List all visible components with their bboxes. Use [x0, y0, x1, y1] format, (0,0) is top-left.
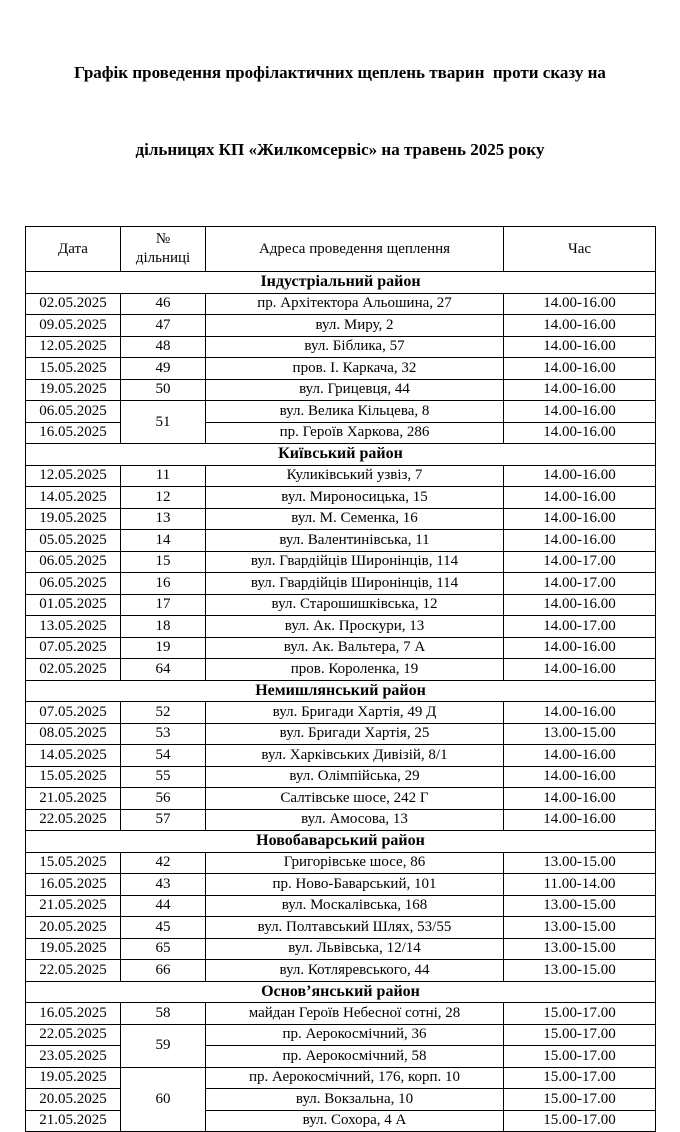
time-cell: 13.00-15.00	[504, 852, 656, 874]
date-cell: 15.05.2025	[26, 358, 121, 380]
address-cell: пр. Аерокосмічний, 58	[206, 1046, 504, 1068]
district-number-cell: 64	[121, 659, 206, 681]
time-cell: 14.00-16.00	[504, 293, 656, 315]
table-row	[26, 1089, 656, 1111]
address-cell: вул. Сохора, 4 А	[206, 1110, 504, 1132]
time-cell: 14.00-16.00	[504, 508, 656, 530]
table-row	[26, 766, 656, 788]
address-cell: вул. Миру, 2	[206, 315, 504, 337]
district-number-cell: 51	[121, 401, 206, 444]
section-title: Основ’янський район	[26, 981, 656, 1003]
date-cell: 21.05.2025	[26, 1110, 121, 1132]
section-title: Немишлянський район	[26, 680, 656, 702]
table-row	[26, 401, 656, 423]
section-header-row	[26, 444, 656, 466]
time-cell: 14.00-16.00	[504, 702, 656, 724]
district-number-cell: 48	[121, 336, 206, 358]
document-title-line1: Графік проведення профілактичних щеплень тварин проти сказу на	[74, 63, 606, 82]
date-cell: 12.05.2025	[26, 336, 121, 358]
district-number-cell: 60	[121, 1067, 206, 1132]
date-cell: 14.05.2025	[26, 487, 121, 509]
date-cell: 15.05.2025	[26, 852, 121, 874]
section-header-row	[26, 831, 656, 853]
table-row	[26, 379, 656, 401]
date-cell: 06.05.2025	[26, 573, 121, 595]
date-cell: 22.05.2025	[26, 960, 121, 982]
table-row	[26, 659, 656, 681]
address-cell: вул. Бригади Хартія, 49 Д	[206, 702, 504, 724]
district-number-cell: 53	[121, 723, 206, 745]
column-header-district-number-label: № дільниці	[135, 231, 191, 266]
time-cell: 14.00-16.00	[504, 809, 656, 831]
time-cell: 13.00-15.00	[504, 723, 656, 745]
date-cell: 01.05.2025	[26, 594, 121, 616]
date-cell: 20.05.2025	[26, 917, 121, 939]
address-cell: вул. Старошишківська, 12	[206, 594, 504, 616]
table-row	[26, 616, 656, 638]
date-cell: 19.05.2025	[26, 938, 121, 960]
date-cell: 22.05.2025	[26, 1024, 121, 1046]
table-row	[26, 938, 656, 960]
address-cell: пр. Героїв Харкова, 286	[206, 422, 504, 444]
date-cell: 02.05.2025	[26, 659, 121, 681]
address-cell: вул. Вокзальна, 10	[206, 1089, 504, 1111]
column-header-address: Адреса проведення щеплення	[206, 227, 504, 272]
time-cell: 14.00-17.00	[504, 551, 656, 573]
district-number-cell: 16	[121, 573, 206, 595]
time-cell: 15.00-17.00	[504, 1024, 656, 1046]
column-header-date: Дата	[26, 227, 121, 272]
date-cell: 08.05.2025	[26, 723, 121, 745]
section-title: Київський район	[26, 444, 656, 466]
table-row	[26, 788, 656, 810]
table-row	[26, 723, 656, 745]
time-cell: 15.00-17.00	[504, 1003, 656, 1025]
district-number-cell: 11	[121, 465, 206, 487]
date-cell: 21.05.2025	[26, 788, 121, 810]
address-cell: вул. Грицевця, 44	[206, 379, 504, 401]
time-cell: 14.00-16.00	[504, 766, 656, 788]
address-cell: вул. Валентинівська, 11	[206, 530, 504, 552]
time-cell: 14.00-16.00	[504, 637, 656, 659]
district-number-cell: 59	[121, 1024, 206, 1067]
table-row	[26, 1046, 656, 1068]
district-number-cell: 58	[121, 1003, 206, 1025]
table-row	[26, 530, 656, 552]
district-number-cell: 50	[121, 379, 206, 401]
date-cell: 09.05.2025	[26, 315, 121, 337]
date-cell: 16.05.2025	[26, 1003, 121, 1025]
district-number-cell: 45	[121, 917, 206, 939]
column-header-time: Час	[504, 227, 656, 272]
address-cell: вул. Львівська, 12/14	[206, 938, 504, 960]
time-cell: 14.00-16.00	[504, 336, 656, 358]
time-cell: 14.00-16.00	[504, 422, 656, 444]
section-header-row	[26, 272, 656, 294]
table-row	[26, 960, 656, 982]
district-number-cell: 13	[121, 508, 206, 530]
district-number-cell: 42	[121, 852, 206, 874]
district-number-cell: 17	[121, 594, 206, 616]
date-cell: 12.05.2025	[26, 465, 121, 487]
time-cell: 15.00-17.00	[504, 1089, 656, 1111]
table-row	[26, 637, 656, 659]
table-row	[26, 336, 656, 358]
date-cell: 07.05.2025	[26, 637, 121, 659]
address-cell: вул. Біблика, 57	[206, 336, 504, 358]
time-cell: 13.00-15.00	[504, 917, 656, 939]
table-row	[26, 1067, 656, 1089]
district-number-cell: 54	[121, 745, 206, 767]
date-cell: 05.05.2025	[26, 530, 121, 552]
section-title: Новобаварський район	[26, 831, 656, 853]
date-cell: 07.05.2025	[26, 702, 121, 724]
table-row	[26, 315, 656, 337]
document-title	[30, 9, 650, 213]
table-row	[26, 573, 656, 595]
table-row	[26, 874, 656, 896]
table-row	[26, 293, 656, 315]
address-cell: вул. Велика Кільцева, 8	[206, 401, 504, 423]
address-cell: вул. Бригади Хартія, 25	[206, 723, 504, 745]
address-cell: вул. Полтавський Шлях, 53/55	[206, 917, 504, 939]
date-cell: 02.05.2025	[26, 293, 121, 315]
date-cell: 16.05.2025	[26, 422, 121, 444]
time-cell: 14.00-16.00	[504, 659, 656, 681]
date-cell: 13.05.2025	[26, 616, 121, 638]
time-cell: 14.00-16.00	[504, 379, 656, 401]
schedule-table	[25, 226, 656, 1132]
district-number-cell: 46	[121, 293, 206, 315]
table-header-row	[26, 227, 656, 272]
date-cell: 14.05.2025	[26, 745, 121, 767]
time-cell: 11.00-14.00	[504, 874, 656, 896]
address-cell: вул. М. Семенка, 16	[206, 508, 504, 530]
date-cell: 21.05.2025	[26, 895, 121, 917]
district-number-cell: 66	[121, 960, 206, 982]
section-header-row	[26, 680, 656, 702]
table-row	[26, 745, 656, 767]
date-cell: 16.05.2025	[26, 874, 121, 896]
time-cell: 14.00-16.00	[504, 788, 656, 810]
time-cell: 15.00-17.00	[504, 1110, 656, 1132]
table-row	[26, 422, 656, 444]
district-number-cell: 18	[121, 616, 206, 638]
time-cell: 14.00-16.00	[504, 358, 656, 380]
date-cell: 20.05.2025	[26, 1089, 121, 1111]
table-row	[26, 852, 656, 874]
address-cell: пров. Короленка, 19	[206, 659, 504, 681]
address-cell: пр. Аерокосмічний, 176, корп. 10	[206, 1067, 504, 1089]
district-number-cell: 44	[121, 895, 206, 917]
table-row	[26, 917, 656, 939]
address-cell: пров. І. Каркача, 32	[206, 358, 504, 380]
address-cell: Куликівський узвіз, 7	[206, 465, 504, 487]
district-number-cell: 65	[121, 938, 206, 960]
date-cell: 22.05.2025	[26, 809, 121, 831]
time-cell: 14.00-16.00	[504, 465, 656, 487]
table-row	[26, 1003, 656, 1025]
address-cell: пр. Архітектора Альошина, 27	[206, 293, 504, 315]
date-cell: 19.05.2025	[26, 379, 121, 401]
address-cell: Салтівське шосе, 242 Г	[206, 788, 504, 810]
address-cell: вул. Ак. Проскури, 13	[206, 616, 504, 638]
address-cell: вул. Ак. Вальтера, 7 А	[206, 637, 504, 659]
table-row	[26, 809, 656, 831]
address-cell: вул. Олімпійська, 29	[206, 766, 504, 788]
time-cell: 14.00-16.00	[504, 530, 656, 552]
table-row	[26, 702, 656, 724]
address-cell: вул. Гвардійців Широнінців, 114	[206, 573, 504, 595]
time-cell: 14.00-17.00	[504, 616, 656, 638]
time-cell: 14.00-16.00	[504, 594, 656, 616]
date-cell: 23.05.2025	[26, 1046, 121, 1068]
section-header-row	[26, 981, 656, 1003]
column-header-district-number	[121, 227, 206, 272]
district-number-cell: 52	[121, 702, 206, 724]
district-number-cell: 43	[121, 874, 206, 896]
district-number-cell: 57	[121, 809, 206, 831]
address-cell: майдан Героїв Небесної сотні, 28	[206, 1003, 504, 1025]
district-number-cell: 14	[121, 530, 206, 552]
address-cell: пр. Ново-Баварський, 101	[206, 874, 504, 896]
district-number-cell: 47	[121, 315, 206, 337]
time-cell: 15.00-17.00	[504, 1067, 656, 1089]
time-cell: 13.00-15.00	[504, 895, 656, 917]
table-row	[26, 487, 656, 509]
district-number-cell: 19	[121, 637, 206, 659]
address-cell: вул. Котляревського, 44	[206, 960, 504, 982]
table-row	[26, 594, 656, 616]
district-number-cell: 56	[121, 788, 206, 810]
time-cell: 13.00-15.00	[504, 960, 656, 982]
district-number-cell: 55	[121, 766, 206, 788]
district-number-cell: 49	[121, 358, 206, 380]
table-body	[26, 272, 656, 1132]
date-cell: 15.05.2025	[26, 766, 121, 788]
time-cell: 14.00-16.00	[504, 487, 656, 509]
time-cell: 14.00-16.00	[504, 315, 656, 337]
date-cell: 19.05.2025	[26, 508, 121, 530]
table-row	[26, 465, 656, 487]
table-header	[26, 227, 656, 272]
date-cell: 19.05.2025	[26, 1067, 121, 1089]
address-cell: вул. Гвардійців Широнінців, 114	[206, 551, 504, 573]
time-cell: 15.00-17.00	[504, 1046, 656, 1068]
date-cell: 06.05.2025	[26, 551, 121, 573]
address-cell: Григорівське шосе, 86	[206, 852, 504, 874]
address-cell: вул. Мироносицька, 15	[206, 487, 504, 509]
time-cell: 13.00-15.00	[504, 938, 656, 960]
address-cell: вул. Москалівська, 168	[206, 895, 504, 917]
document-title-line2: дільницях КП «Жилкомсервіс» на травень 2025 року	[135, 139, 545, 159]
time-cell: 14.00-16.00	[504, 745, 656, 767]
date-cell: 06.05.2025	[26, 401, 121, 423]
table-row	[26, 551, 656, 573]
district-number-cell: 15	[121, 551, 206, 573]
district-number-cell: 12	[121, 487, 206, 509]
time-cell: 14.00-16.00	[504, 401, 656, 423]
table-row	[26, 358, 656, 380]
address-cell: пр. Аерокосмічний, 36	[206, 1024, 504, 1046]
table-row	[26, 1110, 656, 1132]
address-cell: вул. Амосова, 13	[206, 809, 504, 831]
table-row	[26, 895, 656, 917]
table-row	[26, 1024, 656, 1046]
address-cell: вул. Харківських Дивізій, 8/1	[206, 745, 504, 767]
time-cell: 14.00-17.00	[504, 573, 656, 595]
table-row	[26, 508, 656, 530]
section-title: Індустріальний район	[26, 272, 656, 294]
